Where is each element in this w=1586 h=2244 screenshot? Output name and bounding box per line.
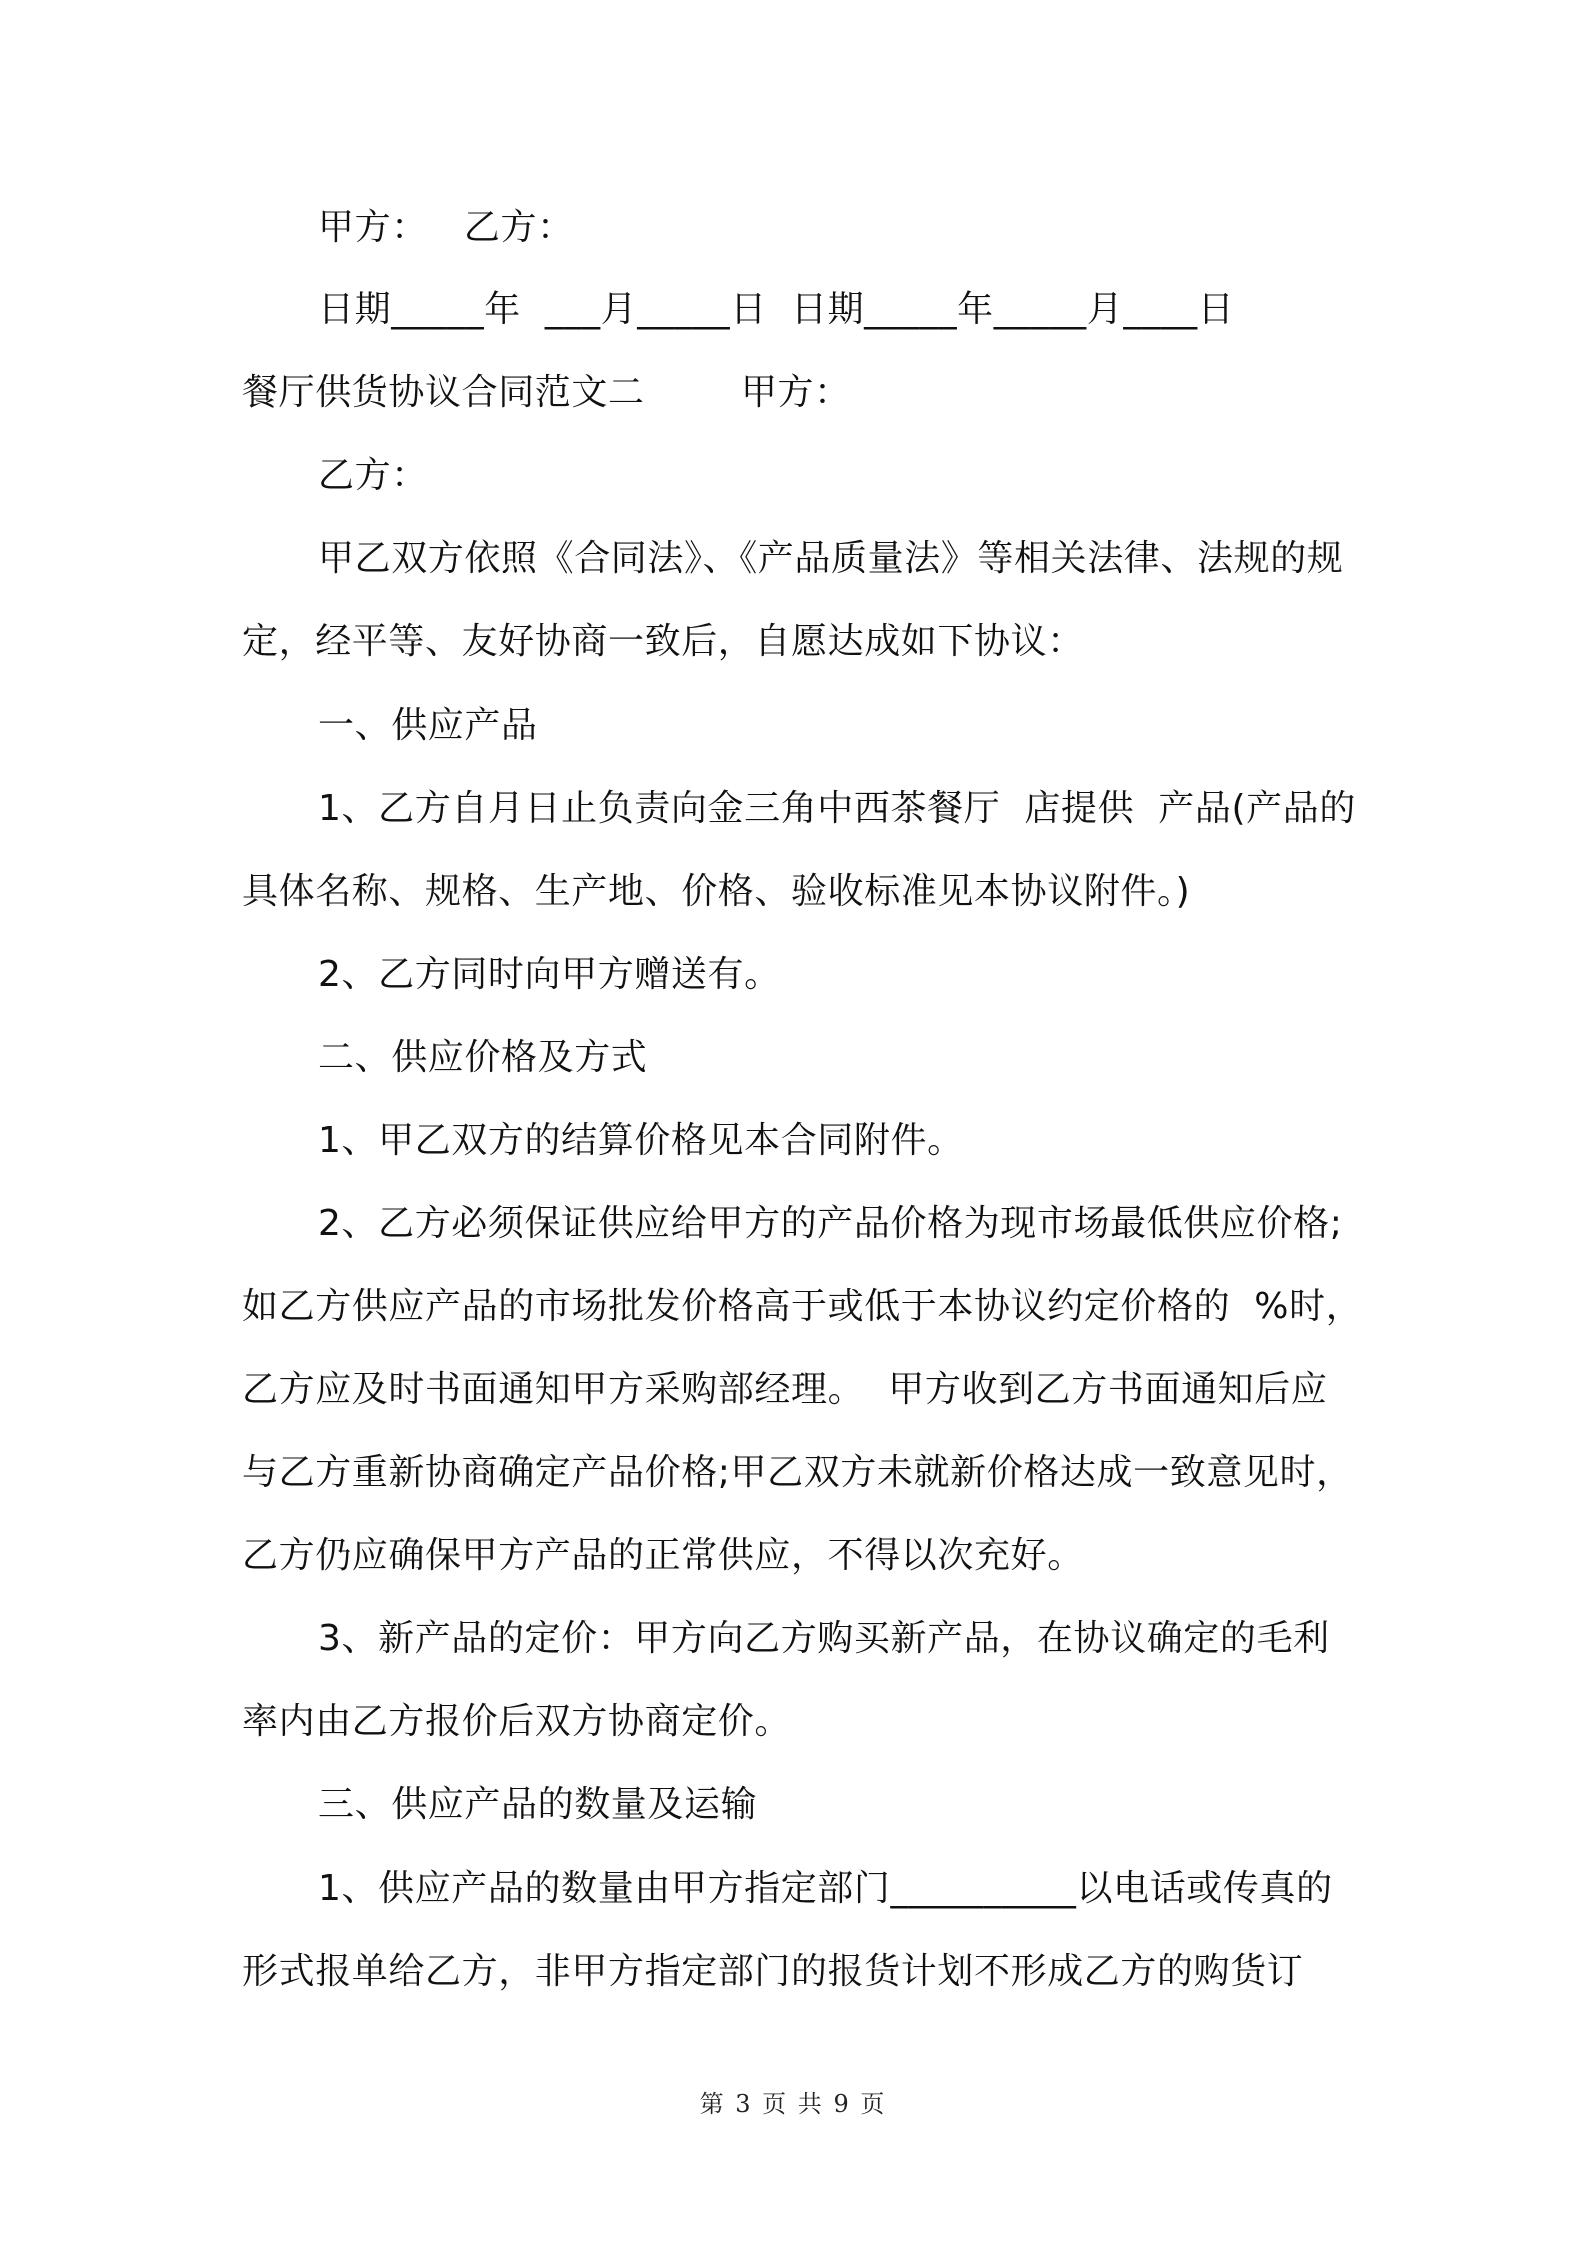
paragraph-line: 1、乙方自月日止负责向金三角中西茶餐厅 店提供 产品(产品的 [318, 788, 1356, 829]
paragraph-line: 与乙方重新协商确定产品价格;甲乙双方未就新价格达成一致意见时， [242, 1452, 1353, 1493]
paragraph-line: 具体名称、规格、生产地、价格、验收标准见本协议附件。) [242, 871, 1191, 912]
paragraph-line: 甲乙双方依照《合同法》、《产品质量法》等相关法律、法规的规 [318, 538, 1344, 579]
signature-parties-line: 甲方： 乙方： [318, 207, 574, 248]
paragraph-line: 3、新产品的定价：甲方向乙方购买新产品，在协议确定的毛利 [318, 1618, 1330, 1659]
heading-line: 三、供应产品的数量及运输 [318, 1784, 758, 1825]
paragraph-line: 率内由乙方报价后双方协商定价。 [242, 1701, 792, 1742]
paragraph-line: 定，经平等、友好协商一致后，自愿达成如下协议： [242, 621, 1084, 662]
paragraph-line: 1、甲乙双方的结算价格见本合同附件。 [318, 1120, 964, 1161]
paragraph-line: 乙方应及时书面通知甲方采购部经理。 甲方收到乙方书面通知后应 [242, 1369, 1328, 1410]
paragraph-line: 1、供应产品的数量由甲方指定部门__________以电话或传真的 [318, 1868, 1333, 1909]
paragraph-line: 乙方仍应确保甲方产品的正常供应，不得以次充好。 [242, 1535, 1084, 1576]
heading-line: 一、供应产品 [318, 705, 538, 746]
paragraph-line: 2、乙方必须保证供应给甲方的产品价格为现市场最低供应价格; [318, 1203, 1343, 1244]
paragraph-line: 如乙方供应产品的市场批发价格高于或低于本协议约定价格的 %时， [242, 1286, 1363, 1327]
paragraph-line: 2、乙方同时向甲方赠送有。 [318, 954, 781, 995]
signature-date-line: 日期_____年 ___月_____日 日期_____年_____月____日 [318, 289, 1235, 330]
section-title-line: 餐厅供货协议合同范文二 甲方： [242, 372, 851, 413]
page-number-footer: 第 3 页 共 9 页 [699, 2090, 887, 2118]
heading-line: 二、供应价格及方式 [318, 1037, 648, 1078]
party-b-line: 乙方： [318, 455, 428, 496]
paragraph-line: 形式报单给乙方，非甲方指定部门的报货计划不形成乙方的购货订 [242, 1951, 1304, 1992]
